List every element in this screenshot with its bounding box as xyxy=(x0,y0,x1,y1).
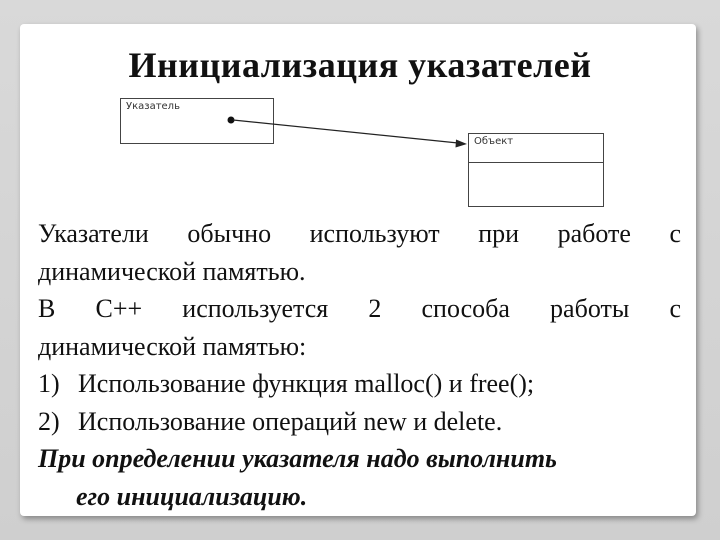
list-item-text: Использование операций new и delete. xyxy=(78,406,503,436)
slide-title: Инициализация указателей xyxy=(128,45,592,85)
pointer-arrow-line xyxy=(233,120,458,143)
list-item xyxy=(38,403,681,441)
list-item-text: Использование функция malloc() и free(); xyxy=(78,369,535,398)
object-box-label: Объект xyxy=(474,136,514,147)
emphasis-line-2: его инициализацию. xyxy=(76,481,308,511)
emphasis-line-1: При определении указателя надо выполнить xyxy=(38,444,557,473)
list-item-number: 1) xyxy=(38,369,60,398)
paragraph-1-line-2: динамической памятью. xyxy=(38,256,306,286)
slide-body xyxy=(38,215,681,515)
paragraph-2-line-2: динамической памятью: xyxy=(38,331,307,361)
list-item-number: 2) xyxy=(38,406,60,436)
pointer-arrowhead xyxy=(456,140,468,148)
list-item xyxy=(38,365,681,403)
paragraph-2-line-1: В С++ используется 2 способа работы с xyxy=(38,294,681,323)
paragraph-1-line-1: Указатели обычно используют при работе с xyxy=(38,219,681,248)
pointer-box-label: Указатель xyxy=(126,101,180,112)
emphasis-text xyxy=(38,440,681,515)
